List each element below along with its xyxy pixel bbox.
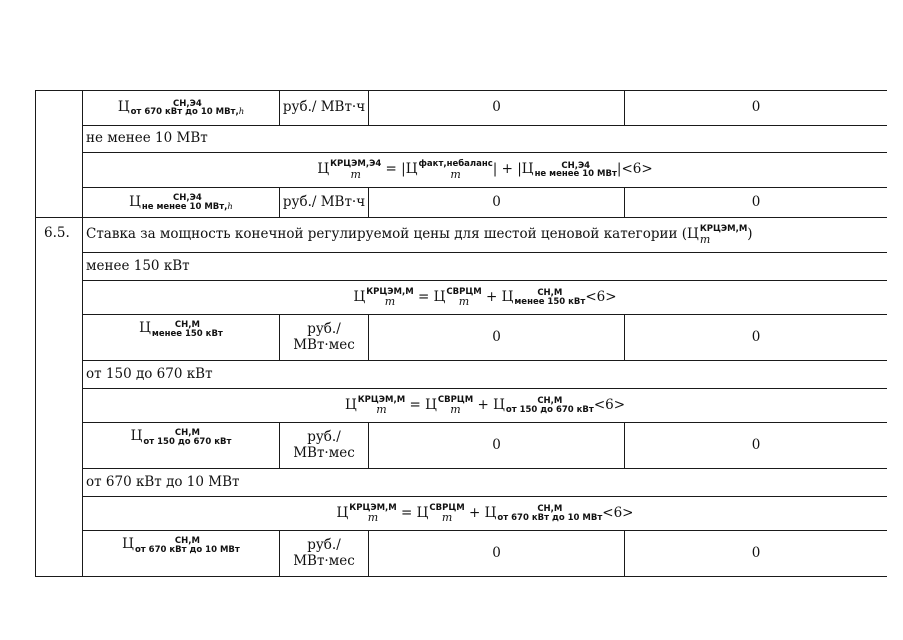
formula-sup: КРЦЭМ,М xyxy=(357,394,406,405)
formula-tail: <6> xyxy=(585,288,617,305)
formula-sub: m xyxy=(441,511,453,525)
value-cell: 0 xyxy=(751,436,761,453)
symbol-sup: СН,М xyxy=(174,320,200,330)
symbol-base: Ц xyxy=(130,428,143,444)
symbol-sup: СН,Э4 xyxy=(173,98,202,109)
formula-sup: КРЦЭМ,М xyxy=(349,502,397,513)
formula-sub: от 670 кВт до 10 МВт xyxy=(497,512,603,523)
formula-term: Ц xyxy=(405,161,418,178)
formula-sub: m xyxy=(699,232,711,246)
formula-op: = xyxy=(413,288,434,305)
symbol-base: Ц xyxy=(129,193,141,210)
formula-sub: m xyxy=(367,511,379,525)
unit-line: МВт·мес xyxy=(293,552,355,569)
section-heading xyxy=(83,218,887,252)
value-cell: 0 xyxy=(751,328,761,345)
formula-term: Ц xyxy=(353,288,366,305)
symbol-sup: СН,Э4 xyxy=(173,193,202,203)
unit-line: руб./ xyxy=(307,536,341,553)
formula-op: | + | xyxy=(492,161,522,178)
formula-op: = | xyxy=(381,161,406,178)
symbol-sub: от 670 кВт до 10 МВт, xyxy=(130,107,239,117)
formula-sub: m xyxy=(350,167,361,181)
formula-row xyxy=(83,389,887,422)
formula-term: Ц xyxy=(336,504,349,521)
unit-cell: руб./ МВт·ч xyxy=(282,193,366,210)
symbol-sub-index: h xyxy=(238,107,245,117)
formula-sup: СВРЦМ xyxy=(437,394,474,405)
formula-row xyxy=(83,153,887,187)
formula-term: Ц xyxy=(433,288,446,305)
subsection-label: от 670 кВт до 10 МВт xyxy=(86,473,240,490)
section-number: 6.5. xyxy=(44,225,70,241)
formula-op: = xyxy=(405,396,426,413)
formula-sup: СН,М xyxy=(537,504,563,514)
formula-row xyxy=(83,281,887,314)
formula-op: + xyxy=(473,396,494,413)
formula-sub: m xyxy=(384,295,396,309)
formula-sub: m xyxy=(450,167,461,181)
formula-sub: от 150 до 670 кВт xyxy=(505,404,594,415)
value-cell: 0 xyxy=(492,99,501,116)
formula-op: + xyxy=(464,504,485,521)
formula-sup: СН,М xyxy=(537,288,563,298)
formula-term: Ц xyxy=(425,396,437,413)
value-cell: 0 xyxy=(751,99,761,116)
formula-sup: СН,Э4 xyxy=(561,160,591,171)
formula-term: Ц xyxy=(344,396,357,413)
formula-term: Ц xyxy=(493,396,505,413)
formula-term: Ц xyxy=(687,226,699,243)
symbol-cell xyxy=(83,531,279,576)
formula-term: Ц xyxy=(317,161,330,178)
section-heading-text: Ставка за мощность конечной регулируемой цены для шестой ценовой категории ( xyxy=(86,226,688,243)
unit-line: МВт·мес xyxy=(293,336,355,353)
formula-term: Ц xyxy=(521,161,534,178)
formula-row xyxy=(83,497,887,530)
symbol-base: Ц xyxy=(117,99,130,116)
symbol-sub: не менее 10 МВт, xyxy=(141,201,228,212)
formula-sup: СН,М xyxy=(537,396,563,406)
formula-sub: не менее 10 МВт xyxy=(534,169,617,179)
symbol-sub: от 150 до 670 кВт xyxy=(143,436,232,447)
section-heading-close: ) xyxy=(747,226,753,243)
subsection-label: от 150 до 670 кВт xyxy=(86,365,213,382)
symbol-sup: СН,М xyxy=(174,536,200,546)
unit-cell xyxy=(280,531,368,576)
formula-sup: СВРЦМ xyxy=(429,502,465,513)
rule-left xyxy=(35,90,36,577)
symbol-cell xyxy=(83,188,279,217)
formula-sup: факт,небаланс xyxy=(418,159,493,170)
formula-sub: m xyxy=(450,403,461,417)
formula-sup: КРЦЭМ,М xyxy=(699,224,748,235)
formula-sup: КРЦЭМ,М xyxy=(366,286,414,297)
formula-sup: СВРЦМ xyxy=(446,286,482,297)
unit-line: руб./ xyxy=(307,428,341,445)
value-cell: 0 xyxy=(492,193,501,210)
subsection-label: менее 150 кВт xyxy=(86,257,190,274)
unit-line: МВт·мес xyxy=(293,444,355,461)
symbol-sub-index: h xyxy=(227,201,233,212)
formula-sub: менее 150 кВт xyxy=(514,296,586,307)
symbol-base: Ц xyxy=(139,320,151,336)
unit-cell: руб./ МВт·ч xyxy=(282,99,366,116)
symbol-cell xyxy=(83,315,279,360)
tariff-table xyxy=(35,90,887,577)
value-cell: 0 xyxy=(492,436,501,453)
symbol-sup: СН,М xyxy=(174,428,200,438)
formula-sup: КРЦЭМ,Э4 xyxy=(330,159,382,170)
unit-line: руб./ xyxy=(307,320,341,337)
formula-tail: |<6> xyxy=(616,161,653,178)
formula-term: Ц xyxy=(484,504,497,521)
value-cell: 0 xyxy=(492,328,501,345)
formula-op: + xyxy=(481,288,502,305)
symbol-sub: от 670 кВт до 10 МВт xyxy=(134,544,240,555)
unit-cell xyxy=(280,423,368,468)
unit-cell xyxy=(280,315,368,360)
symbol-cell xyxy=(83,423,279,468)
formula-term: Ц xyxy=(501,288,514,305)
value-cell: 0 xyxy=(751,193,761,210)
formula-op: = xyxy=(396,504,417,521)
value-cell: 0 xyxy=(751,544,761,561)
formula-sub: m xyxy=(376,403,387,417)
symbol-sub: менее 150 кВт xyxy=(151,328,223,339)
rule-bottom xyxy=(35,576,887,577)
formula-sub: m xyxy=(458,295,470,309)
formula-tail: <6> xyxy=(593,396,626,413)
formula-term: Ц xyxy=(416,504,429,521)
subsection-label: не менее 10 МВт xyxy=(86,130,208,147)
symbol-base: Ц xyxy=(122,536,134,552)
symbol-cell xyxy=(83,91,279,125)
formula-tail: <6> xyxy=(602,504,634,521)
value-cell: 0 xyxy=(492,544,501,561)
